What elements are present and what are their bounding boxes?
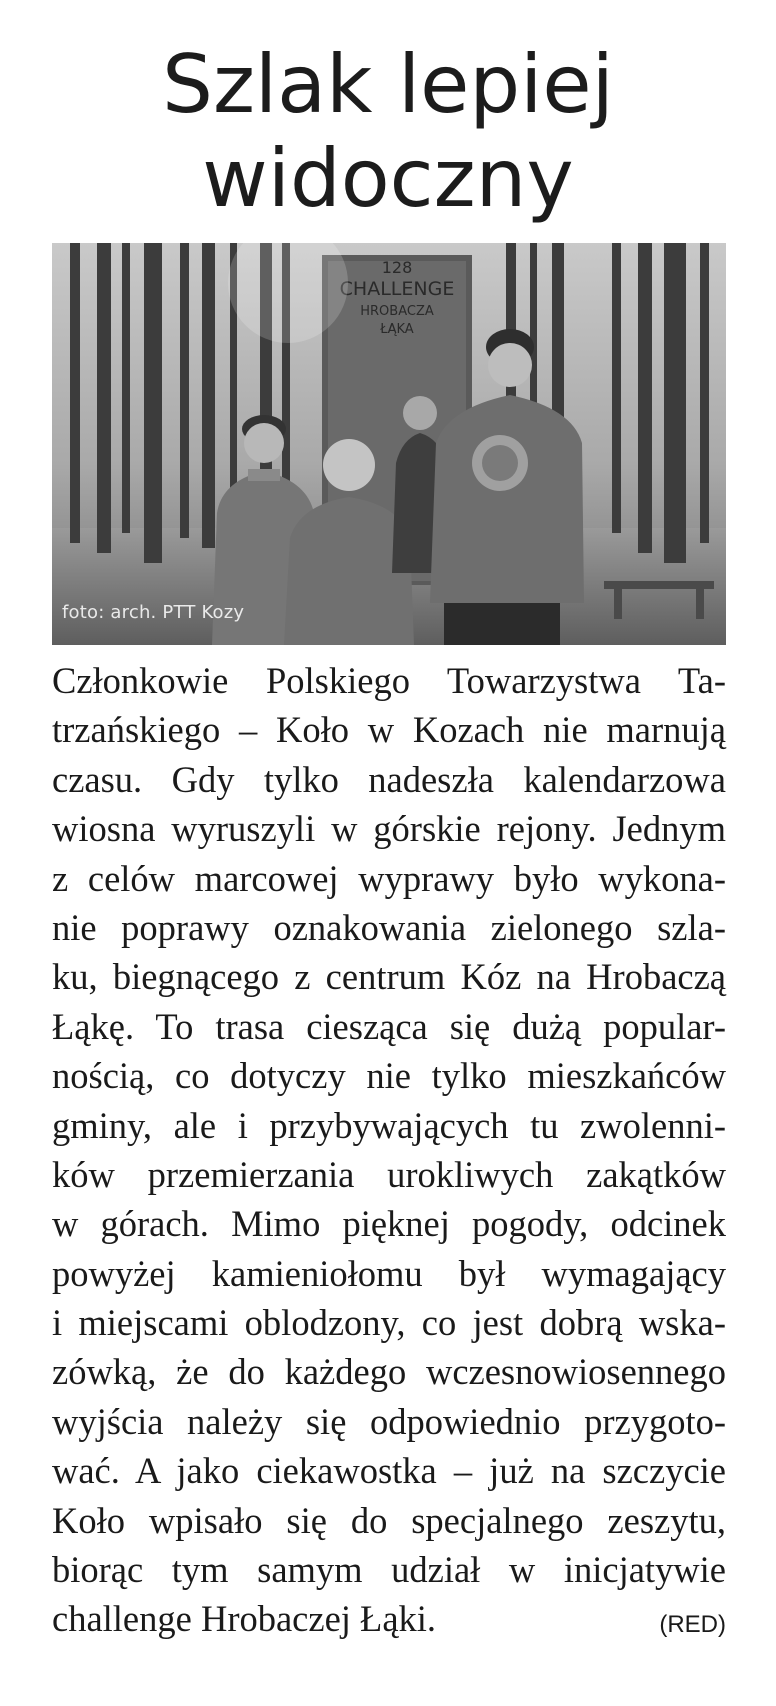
article-line: ków przemierzania urokliwych zakątków	[52, 1153, 726, 1195]
article-line: wać. A jako ciekawostka – już na szczycie	[52, 1450, 726, 1492]
article-line: z celów marcowej wyprawy było wykona-	[52, 857, 726, 899]
article-line: w górach. Mimo pięknej pogody, odcinek	[52, 1203, 726, 1245]
headline-line-2: widoczny	[202, 132, 574, 225]
article-line: Łąkę. To trasa ciesząca się dużą popular-	[52, 1005, 726, 1047]
article-body	[52, 656, 726, 1644]
article-line: i miejscami oblodzony, co jest dobrą wska-	[52, 1302, 726, 1344]
forest-group-photo	[52, 243, 726, 645]
article-line: ku, biegnącego z centrum Kóz na Hrobaczą	[52, 956, 726, 998]
article-line-last	[52, 1594, 726, 1643]
sign-number: 128	[381, 258, 413, 277]
article-line-last-text: challenge Hrobaczej Łąki.	[52, 1598, 437, 1640]
sign-challenge-text: CHALLENGE	[339, 278, 455, 300]
author-signature: (RED)	[659, 1611, 726, 1639]
article-line: biorąc tym samym udział w inicjatywie	[52, 1549, 726, 1591]
article-line: gminy, ale i przybywających tu zwolenni-	[52, 1104, 726, 1146]
article-line: wiosna wyruszyli w górskie rejony. Jednym	[52, 808, 726, 850]
article-line: nie poprawy oznakowania zielonego szla-	[52, 906, 726, 948]
article-headline	[40, 38, 736, 226]
article-line: trzańskiego – Koło w Kozach nie marnują	[52, 709, 726, 751]
article-line: zówką, że do każdego wczesnowiosennego	[52, 1351, 726, 1393]
headline-line-1: Szlak lepiej	[162, 38, 614, 131]
sign-laka-text: ŁĄKA	[380, 322, 414, 337]
article-line: Członkowie Polskiego Towarzystwa Ta-	[52, 660, 726, 701]
article-line: wyjścia należy się odpowiednio przygoto-	[52, 1400, 726, 1442]
sign-hrobacza-text: HROBACZA	[360, 304, 434, 319]
article-line: Koło wpisało się do specjalnego zeszytu,	[52, 1499, 726, 1541]
photo-credit: foto: arch. PTT Kozy	[62, 602, 245, 623]
article-line: powyżej kamieniołomu był wymagający	[52, 1252, 726, 1294]
article-photo	[52, 243, 726, 645]
article-line: nością, co dotyczy nie tylko mieszkańców	[52, 1055, 726, 1097]
article-line: czasu. Gdy tylko nadeszła kalendarzowa	[52, 758, 726, 800]
